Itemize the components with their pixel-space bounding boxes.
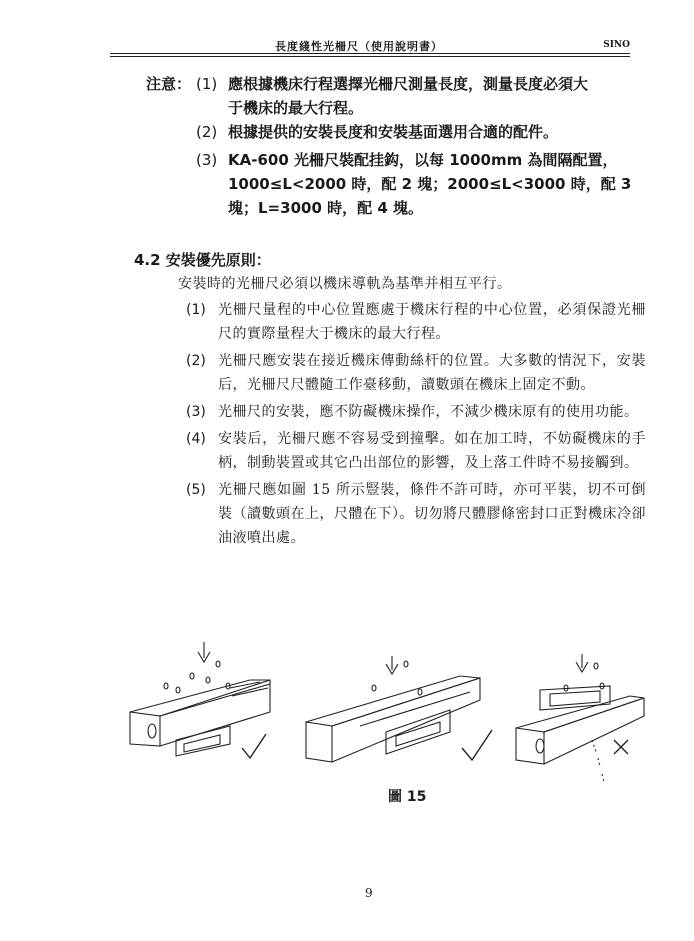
drop-icon [176, 687, 180, 693]
principle-number: (2) [186, 353, 206, 369]
note-item-line: 1000≤L<2000 時，配 2 塊；2000≤L<3000 時，配 3 [228, 175, 632, 193]
scale-top-face [130, 680, 270, 716]
principle-text: 光柵尺應安裝在接近機床傳動絲杆的位置。大多數的情況下，安裝后，光柵尺尺體隨工作臺移動，讀數頭在機床上固定不動。 [218, 353, 646, 393]
principle-number: (1) [186, 302, 206, 318]
note-item-number: (1) [196, 75, 218, 93]
principle-text: 光柵尺的安裝，應不防礙機床操作，不減少機床原有的使用功能。 [218, 404, 639, 420]
note-label: 注意： [146, 75, 192, 93]
principle-number: (4) [186, 431, 206, 447]
mount-hole-icon [148, 724, 156, 738]
page-header [110, 36, 630, 58]
principle-number: (3) [186, 404, 206, 420]
scale-end-block [306, 722, 332, 762]
drop-icon [216, 661, 220, 667]
panel-flat-mount [306, 656, 492, 762]
figure-15-illustration [120, 636, 650, 786]
scale-end-block [516, 728, 544, 764]
panel-vertical-mount [130, 642, 270, 758]
figure-caption: 圖 15 [388, 789, 427, 805]
section-intro: 安裝時的光柵尺必須以機床導軌為基準并相互平行。 [178, 276, 512, 292]
coolant-arrow-icon [198, 642, 210, 662]
principle-item-4 [186, 427, 646, 475]
mount-hole-icon [536, 739, 544, 753]
check-mark-icon [462, 730, 492, 760]
scale-top-face [516, 696, 644, 732]
drop-icon [372, 685, 376, 691]
cross-mark-icon [614, 740, 628, 754]
principle-item-5 [186, 478, 646, 550]
header-title: 長度綫性光柵尺（使用說明書） [275, 40, 443, 53]
principle-item-2 [186, 349, 646, 397]
note-item-line: 應根據機床行程選擇光柵尺測量長度，測量長度必須大 [228, 75, 589, 93]
panel-inverted-mount [516, 654, 644, 782]
principle-text: 安裝后，光柵尺應不容易受到撞擊。如在加工時，不妨礙機床的手柄，制動裝置或其它凸出部位的影響，及上落工件時不易接觸到。 [218, 431, 646, 471]
note-item-number: (2) [196, 123, 218, 141]
scale-top-face [306, 676, 480, 726]
coolant-arrow-icon [386, 656, 398, 674]
drop-icon [190, 673, 194, 679]
note-item-line: 于機床的最大行程。 [228, 99, 364, 117]
coolant-arrow-icon [576, 654, 588, 672]
drop-icon [206, 677, 210, 683]
principles-list [186, 298, 646, 553]
page-number: 9 [365, 886, 373, 900]
drop-icon [594, 663, 598, 669]
scale-body [332, 678, 480, 762]
principle-item-1 [186, 298, 646, 346]
drop-icon [418, 689, 422, 695]
note-item-line: KA-600 光柵尺裝配挂鈎，以每 1000mm 為間隔配置， [228, 151, 618, 169]
note-item-line: 塊；L=3000 時，配 4 塊。 [228, 199, 423, 217]
principle-number: (5) [186, 482, 206, 498]
drop-icon [404, 661, 408, 667]
principle-item-3 [186, 400, 646, 424]
drop-icon [164, 683, 168, 689]
note-item-line: 根據提供的安裝長度和安裝基面選用合適的配件。 [228, 123, 559, 141]
section-heading: 4.2 安裝優先原則： [134, 251, 271, 269]
note-item-number: (3) [196, 151, 218, 169]
header-rule [110, 53, 630, 54]
header-brand: SINO [603, 40, 630, 50]
header-rule-thin [110, 56, 630, 57]
coolant-spray-icon [592, 740, 604, 782]
check-mark-icon [242, 734, 266, 758]
principle-text: 光柵尺量程的中心位置應處于機床行程的中心位置，必須保證光柵尺的實際量程大于機床的最大行程。 [218, 302, 646, 342]
principle-text: 光柵尺應如圖 15 所示豎裝，條件不許可時，亦可平裝，切不可倒裝（讀數頭在上，尺體在下）。切勿將尺體膠條密封口正對機床冷卻油液噴出處。 [218, 482, 646, 546]
